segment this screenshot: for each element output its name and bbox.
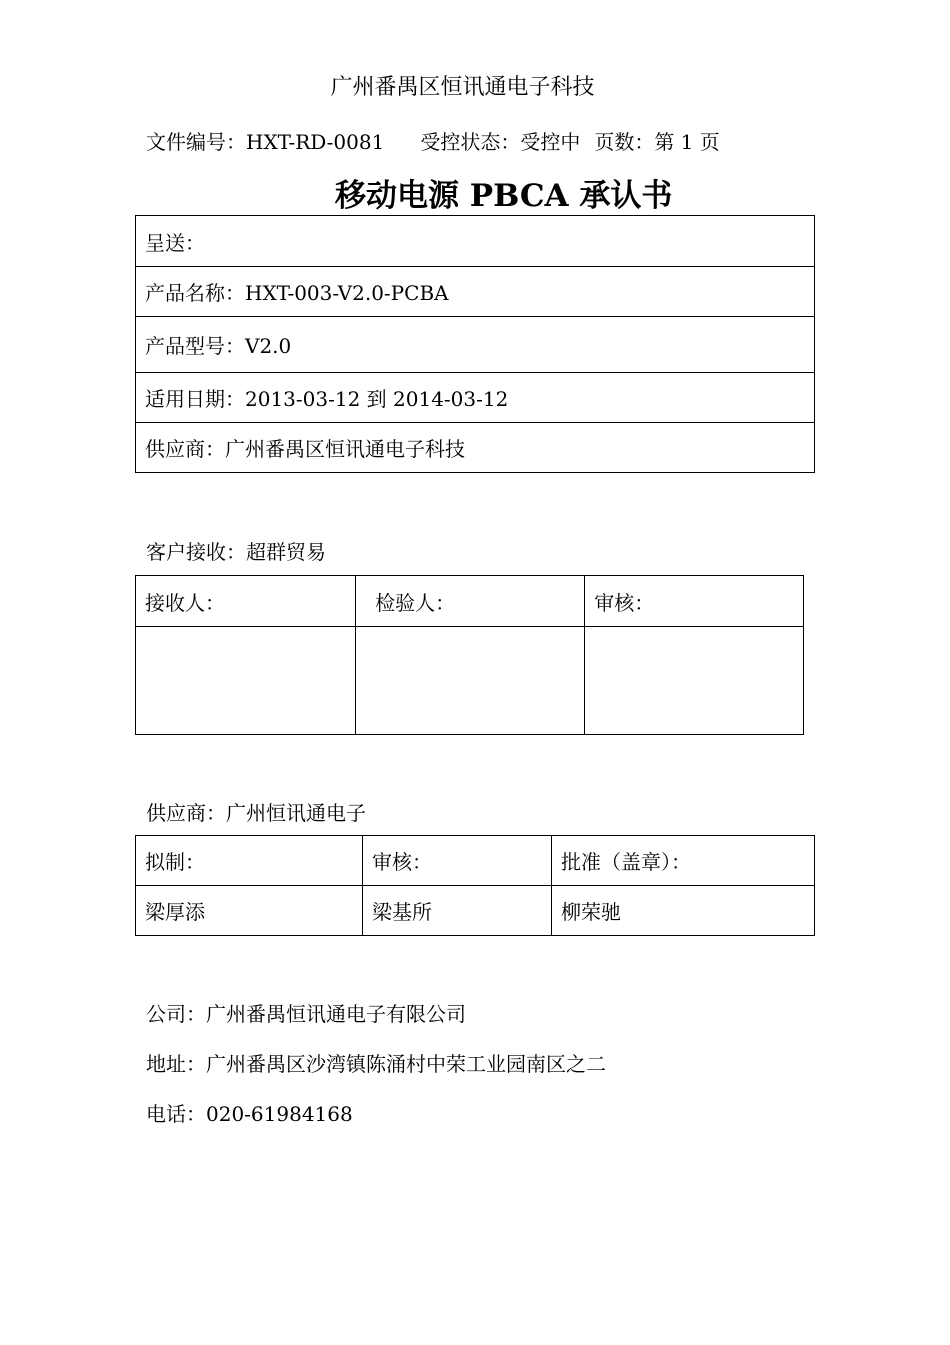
valid-date-cell: 适用日期：2013-03-12 到 2014-03-12: [136, 373, 815, 423]
approver-header: 批准（盖章）：: [552, 836, 815, 886]
product-model-cell: 产品型号：V2.0: [136, 317, 815, 373]
inspector-sign-cell: [356, 627, 585, 735]
drafter-header: 拟制：: [136, 836, 363, 886]
reviewer-header: 审核：: [363, 836, 552, 886]
inspector-header: 检验人：: [356, 576, 585, 627]
receiver-sign-cell: [136, 627, 356, 735]
footer-phone: 电话：020-61984168: [146, 1102, 353, 1126]
table-row: [136, 836, 815, 886]
supplier-sign-table: [135, 835, 815, 936]
page-count: 页数：第 1 页: [594, 130, 720, 154]
table-row: [136, 627, 804, 735]
recipient-cell: 呈送：: [136, 216, 815, 267]
product-name-cell: 产品名称：HXT-003-V2.0-PCBA: [136, 267, 815, 317]
customer-receive-label: 客户接收：超群贸易: [146, 540, 326, 564]
customer-sign-table: [135, 575, 804, 735]
drafter-name: 梁厚添: [136, 886, 363, 936]
table-row: [136, 886, 815, 936]
table-row: [136, 216, 815, 267]
file-number: 文件编号：HXT-RD-0081: [146, 130, 385, 154]
table-row: [136, 576, 804, 627]
table-row: [136, 267, 815, 317]
info-table: [135, 215, 815, 473]
reviewer-sign-cell: [585, 627, 804, 735]
document-title: 移动电源 PBCA 承认书: [335, 178, 673, 214]
table-row: [136, 373, 815, 423]
approver-name: 柳荣驰: [552, 886, 815, 936]
reviewer-header: 审核：: [585, 576, 804, 627]
footer-address: 地址：广州番禺区沙湾镇陈涌村中荣工业园南区之二: [146, 1052, 606, 1076]
supplier-section-label: 供应商：广州恒讯通电子: [146, 801, 366, 825]
receiver-header: 接收人：: [136, 576, 356, 627]
table-row: [136, 317, 815, 373]
table-row: [136, 423, 815, 473]
document-meta: [146, 126, 720, 155]
reviewer-name: 梁基所: [363, 886, 552, 936]
company-header: 广州番禺区恒讯通电子科技: [330, 75, 595, 100]
control-status: 受控状态：受控中: [420, 130, 581, 154]
supplier-cell: 供应商：广州番禺区恒讯通电子科技: [136, 423, 815, 473]
footer-company: 公司：广州番禺恒讯通电子有限公司: [146, 1002, 466, 1026]
